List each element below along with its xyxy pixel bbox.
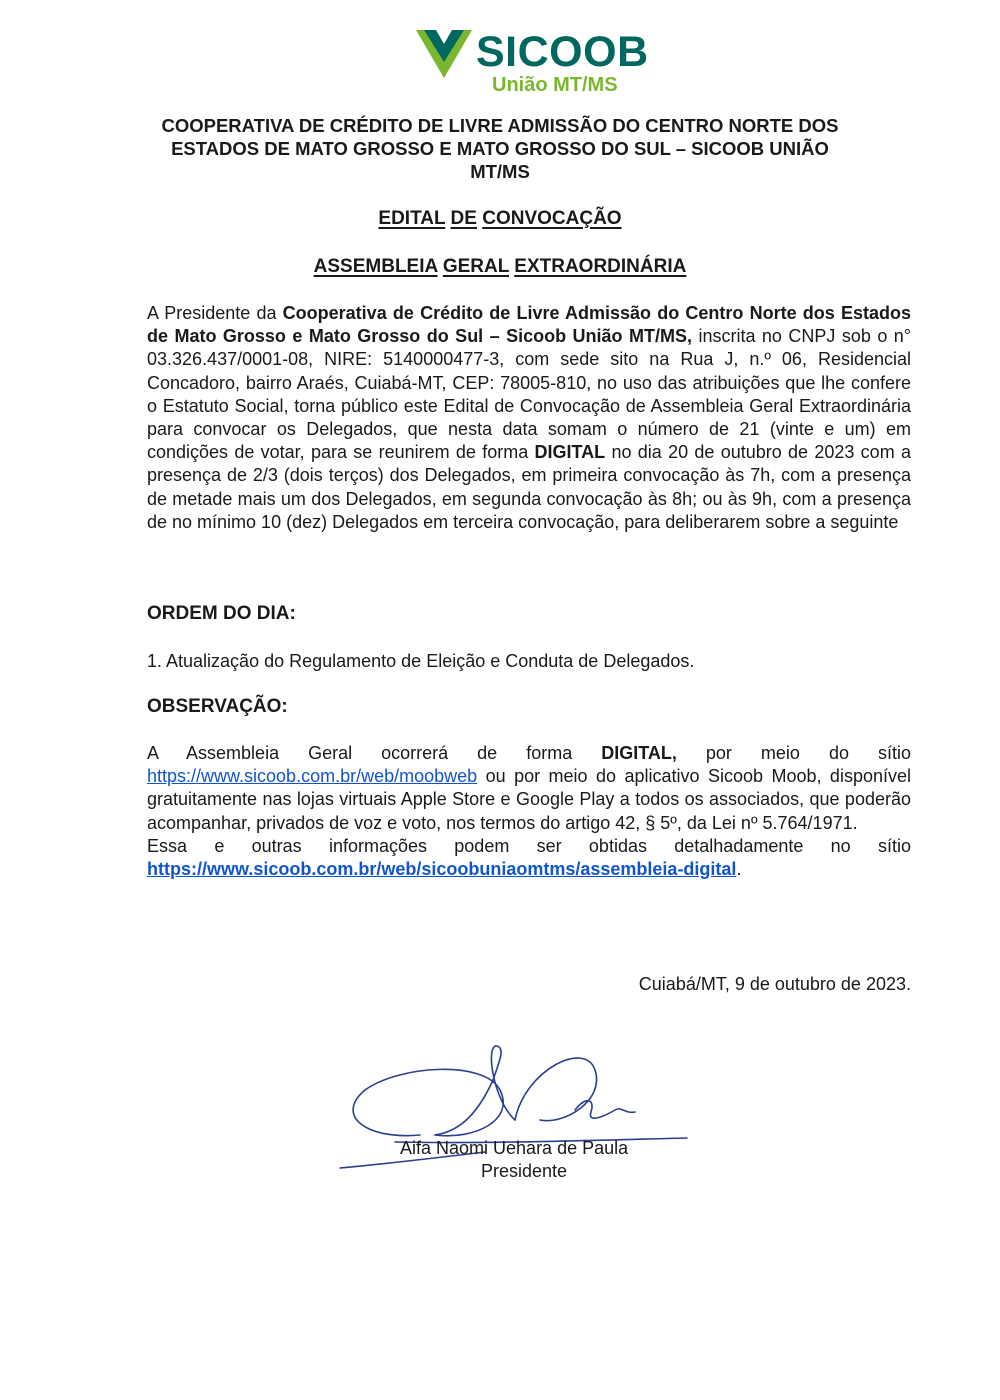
observacao-paragraph [147,742,911,881]
assembleia-heading [0,255,1000,279]
assembleia-word-2: GERAL [442,256,509,277]
date-place: Cuiabá/MT, 9 de outubro de 2023. [638,974,911,994]
assembleia-digital-link[interactable]: https://www.sicoob.com.br/web/sicoobuniaomtms/assembleia-digital [147,859,737,880]
moobweb-link[interactable]: https://www.sicoob.com.br/web/moobweb [147,766,478,787]
intro-entity-name: Cooperativa de Crédito de Livre Admissão do Centro Norte dos Estados de Mato Grosso e Mato Grosso do Sul – Sicoob União MT/MS, [147,303,912,347]
obs-digital: DIGITAL, [601,743,677,763]
intro-text-2: no dia 20 de outubro de 2023 com a presença de 2/3 (dois terços) dos Delegados, em primeira convocação às 7h, com a presença de metade mais um dos Delegados, em segunda convocação às 8h; ou às 9h, com a presença de no mínimo 10 (dez) Delegados em terceira convocação, para deliberarem sobre a seguinte [147,442,911,532]
edital-heading [0,207,1000,231]
logo-brand-text: SICOOB [476,28,649,76]
intro-paragraph [147,302,911,534]
intro-digital: DIGITAL [534,442,606,463]
obs-text-4: Essa e outras informações podem ser obtidas detalhadamente no sítio [147,835,911,856]
assembleia-word-1: ASSEMBLEIA [313,256,438,277]
obs-text-5: . [736,859,742,880]
signer-name: Aifa Naomi Uehara de Paula [400,1138,629,1158]
intro-prefix: A Presidente da [147,303,283,323]
obs-text-3: ou por meio do aplicativo Sicoob Moob, disponível gratuitamente nas lojas virtuais Apple Store e Google Play a todos os associados, que poderão acompanhar, privados de voz e voto, nos termos do artigo 42, § 5º, da Lei nº 5.764/1971. [147,766,911,833]
assembleia-word-3: EXTRAORDINÁRIA [514,256,687,277]
observacao-label: OBSERVAÇÃO: [147,696,288,717]
signature-scribble-icon [325,1040,705,1180]
sicoob-logo [414,26,649,98]
intro-text-1: inscrita no CNPJ sob o n° 03.326.437/0001-08, NIRE: 5140000477-3, com sede sito na Rua J, n.º 06, Residencial Concadoro, bairro Araés, Cuiabá-MT, CEP: 78005-810, no uso das atribuições que lhe confere o Estatuto Social, torna público este Edital de Convocação de Assembleia Geral Extraordinária para convocar os Delegados, que nesta data somam o número de 21 (vinte e um) em condições de votar, para se reunirem de forma [147,326,911,463]
sicoob-logo-mark-icon [414,26,474,82]
edital-word-1: EDITAL [378,208,446,229]
edital-word-3: CONVOCAÇÃO [482,208,622,229]
ordem-do-dia-label: ORDEM DO DIA: [147,603,296,624]
agenda-item: 1. Atualização do Regulamento de Eleição e Conduta de Delegados. [147,651,695,671]
cooperative-name: COOPERATIVA DE CRÉDITO DE LIVRE ADMISSÃO DO CENTRO NORTE DOS ESTADOS DE MATO GROSSO E MATO GROSSO DO SUL – SICOOB UNIÃO MT/MS [161,115,839,182]
logo-subtitle-text: União MT/MS [492,74,618,96]
signer-role: Presidente [481,1161,568,1181]
obs-text-1: A Assembleia Geral ocorrerá de forma [147,743,602,763]
obs-text-2: por meio do sítio [676,743,911,763]
edital-word-2: DE [450,208,477,229]
